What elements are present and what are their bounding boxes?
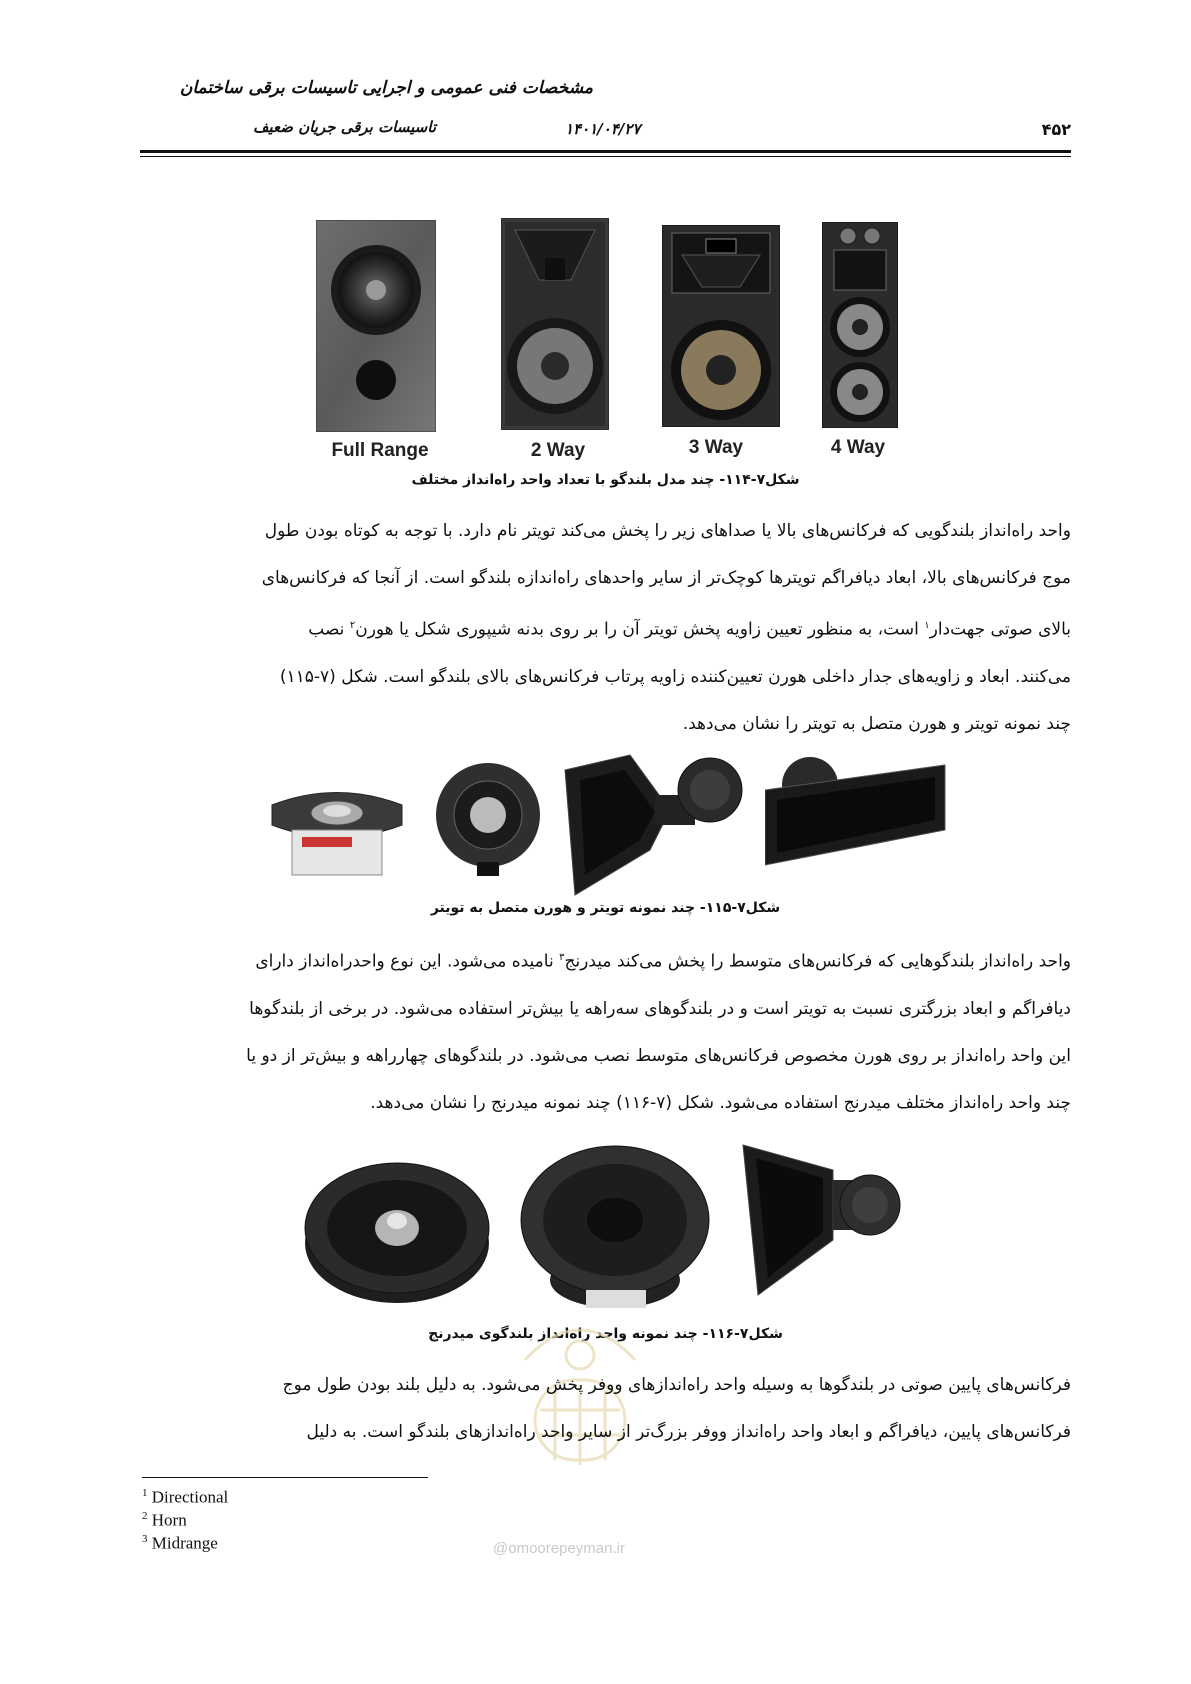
text-run: نصب — [308, 619, 350, 640]
footnote-text: Horn — [151, 1510, 187, 1530]
paragraph-line: این واحد راه‌انداز بر روی هورن مخصوص فرکانس‌های متوسط نصب می‌شود. در بلندگوهای چهارراهه و بیش‌تر از دو یا — [246, 1045, 1071, 1066]
label-4-way: 4 Way — [830, 437, 886, 458]
midrange-driver-cone-image — [518, 1140, 713, 1315]
horn-tweeter-angled-image — [560, 750, 750, 900]
text-run: نامیده می‌شود. این نوع واحدراه‌انداز دارای — [255, 951, 560, 972]
horn-tweeter-rectangular-image — [765, 755, 950, 870]
text-run: واحد راه‌انداز بلندگوهایی که فرکانس‌های متوسط را پخش می‌کند میدرنج — [564, 951, 1071, 972]
watermark-url: @omoorepeyman.ir — [493, 1540, 625, 1557]
paragraph-line: چند نمونه تویتر و هورن متصل به تویتر را نشان می‌دهد. — [682, 713, 1071, 734]
paragraph-line: دیافراگم و ابعاد بزرگتری نسبت به تویتر است و در بلندگوهای سه‌راهه یا بیش‌تر استفاده می‌شود. در برخی از بلندگوها — [249, 998, 1071, 1019]
paragraph-line: چند واحد راه‌انداز مختلف میدرنج استفاده می‌شود. شکل (۷-۱۱۶) چند نمونه میدرنج را نشان می‌دهد. — [370, 1092, 1071, 1113]
tweeter-round-image — [433, 760, 543, 880]
label-full-range: Full Range — [331, 440, 429, 461]
section-subtitle: تاسیسات برقی جریان ضعیف — [252, 118, 436, 136]
paragraph-line: فرکانس‌های پایین صوتی در بلندگوها به وسیله واحد راه‌اندازهای ووفر پخش می‌شود. به دلیل بلند بودن طول موج — [282, 1375, 1071, 1395]
page-number: ۴۵۲ — [1041, 120, 1071, 139]
paragraph-tweeter — [142, 508, 1071, 748]
text-run: است، به منظور تعیین زاویه پخش تویتر آن را بر روی بدنه شیپوری شکل یا هورن — [355, 619, 925, 640]
midrange-driver-bullet-image — [297, 1148, 497, 1308]
text-run: بالای صوتی جهت‌دار — [929, 619, 1071, 640]
label-3-way: 3 Way — [688, 437, 744, 458]
figure-115-caption: شکل۷-۱۱۵- چند نمونه تویتر و هورن متصل به تویتر — [430, 900, 781, 916]
paragraph-line: موج فرکانس‌های بالا، ابعاد دیافراگم تویترها کوچک‌تر از سایر واحدهای راه‌اندازه بلندگو است. از آنجا که فرکانس‌های — [261, 568, 1071, 588]
figure-116-caption: شکل۷-۱۱۶- چند نمونه واحد راه‌انداز بلندگوی میدرنج — [428, 1326, 783, 1342]
midrange-horn-driver-image — [738, 1140, 903, 1300]
footnote-number: 1 — [142, 1487, 148, 1499]
header-rule-thick — [140, 150, 1071, 153]
paragraph-woofer — [142, 1362, 1071, 1456]
speaker-2-way-image — [501, 218, 609, 430]
footnote-number: 3 — [142, 1533, 148, 1545]
watermark-text: omoorepeyman.ir — [508, 1540, 625, 1557]
footnote-rule — [142, 1477, 428, 1478]
paragraph-line: واحد راه‌انداز بلندگویی که فرکانس‌های بالا یا صداهای زیر را پخش می‌کند تویتر نام دارد. با توجه به کوتاه بودن طول — [264, 521, 1071, 541]
document-date: ۱۴۰۱/۰۴/۲۷ — [565, 120, 641, 138]
figure-114-caption: شکل۷-۱۱۴- چند مدل بلندگو با تعداد واحد راه‌انداز مختلف — [411, 472, 800, 488]
footnote-text: Directional — [151, 1487, 229, 1507]
paragraph-line — [142, 602, 1071, 654]
speaker-4-way-image — [822, 222, 898, 428]
footnote-3 — [142, 1528, 218, 1555]
footnote-ref-2: ۲ — [349, 620, 356, 631]
footnote-text: Midrange — [151, 1533, 218, 1553]
paragraph-midrange — [142, 934, 1071, 1127]
footnote-ref-3: ۳ — [559, 952, 565, 963]
paragraph-line: فرکانس‌های پایین، دیافراگم و ابعاد واحد راه‌انداز ووفر بزرگ‌تر از سایر واحد راه‌اندازهای بلندگو است. به دلیل — [306, 1422, 1071, 1442]
paragraph-line: می‌کنند. ابعاد و زاویه‌های جدار داخلی هورن تعیین‌کننده زاویه پرتاب فرکانس‌های بالای بلندگو است. شکل (۷-۱۱۵) — [279, 666, 1071, 687]
tweeter-dome-image — [262, 765, 412, 885]
paragraph-line — [142, 934, 1071, 986]
speaker-full-range-image — [316, 220, 436, 432]
speaker-3-way-image — [662, 225, 780, 427]
label-2-way: 2 Way — [530, 440, 586, 461]
document-title: مشخصات فنی عمومی و اجرایی تاسیسات برقی ساختمان — [179, 78, 593, 98]
header-rule-thin — [140, 156, 1071, 157]
footnote-ref-1: ۱ — [924, 620, 930, 631]
footnote-number: 2 — [142, 1510, 148, 1522]
